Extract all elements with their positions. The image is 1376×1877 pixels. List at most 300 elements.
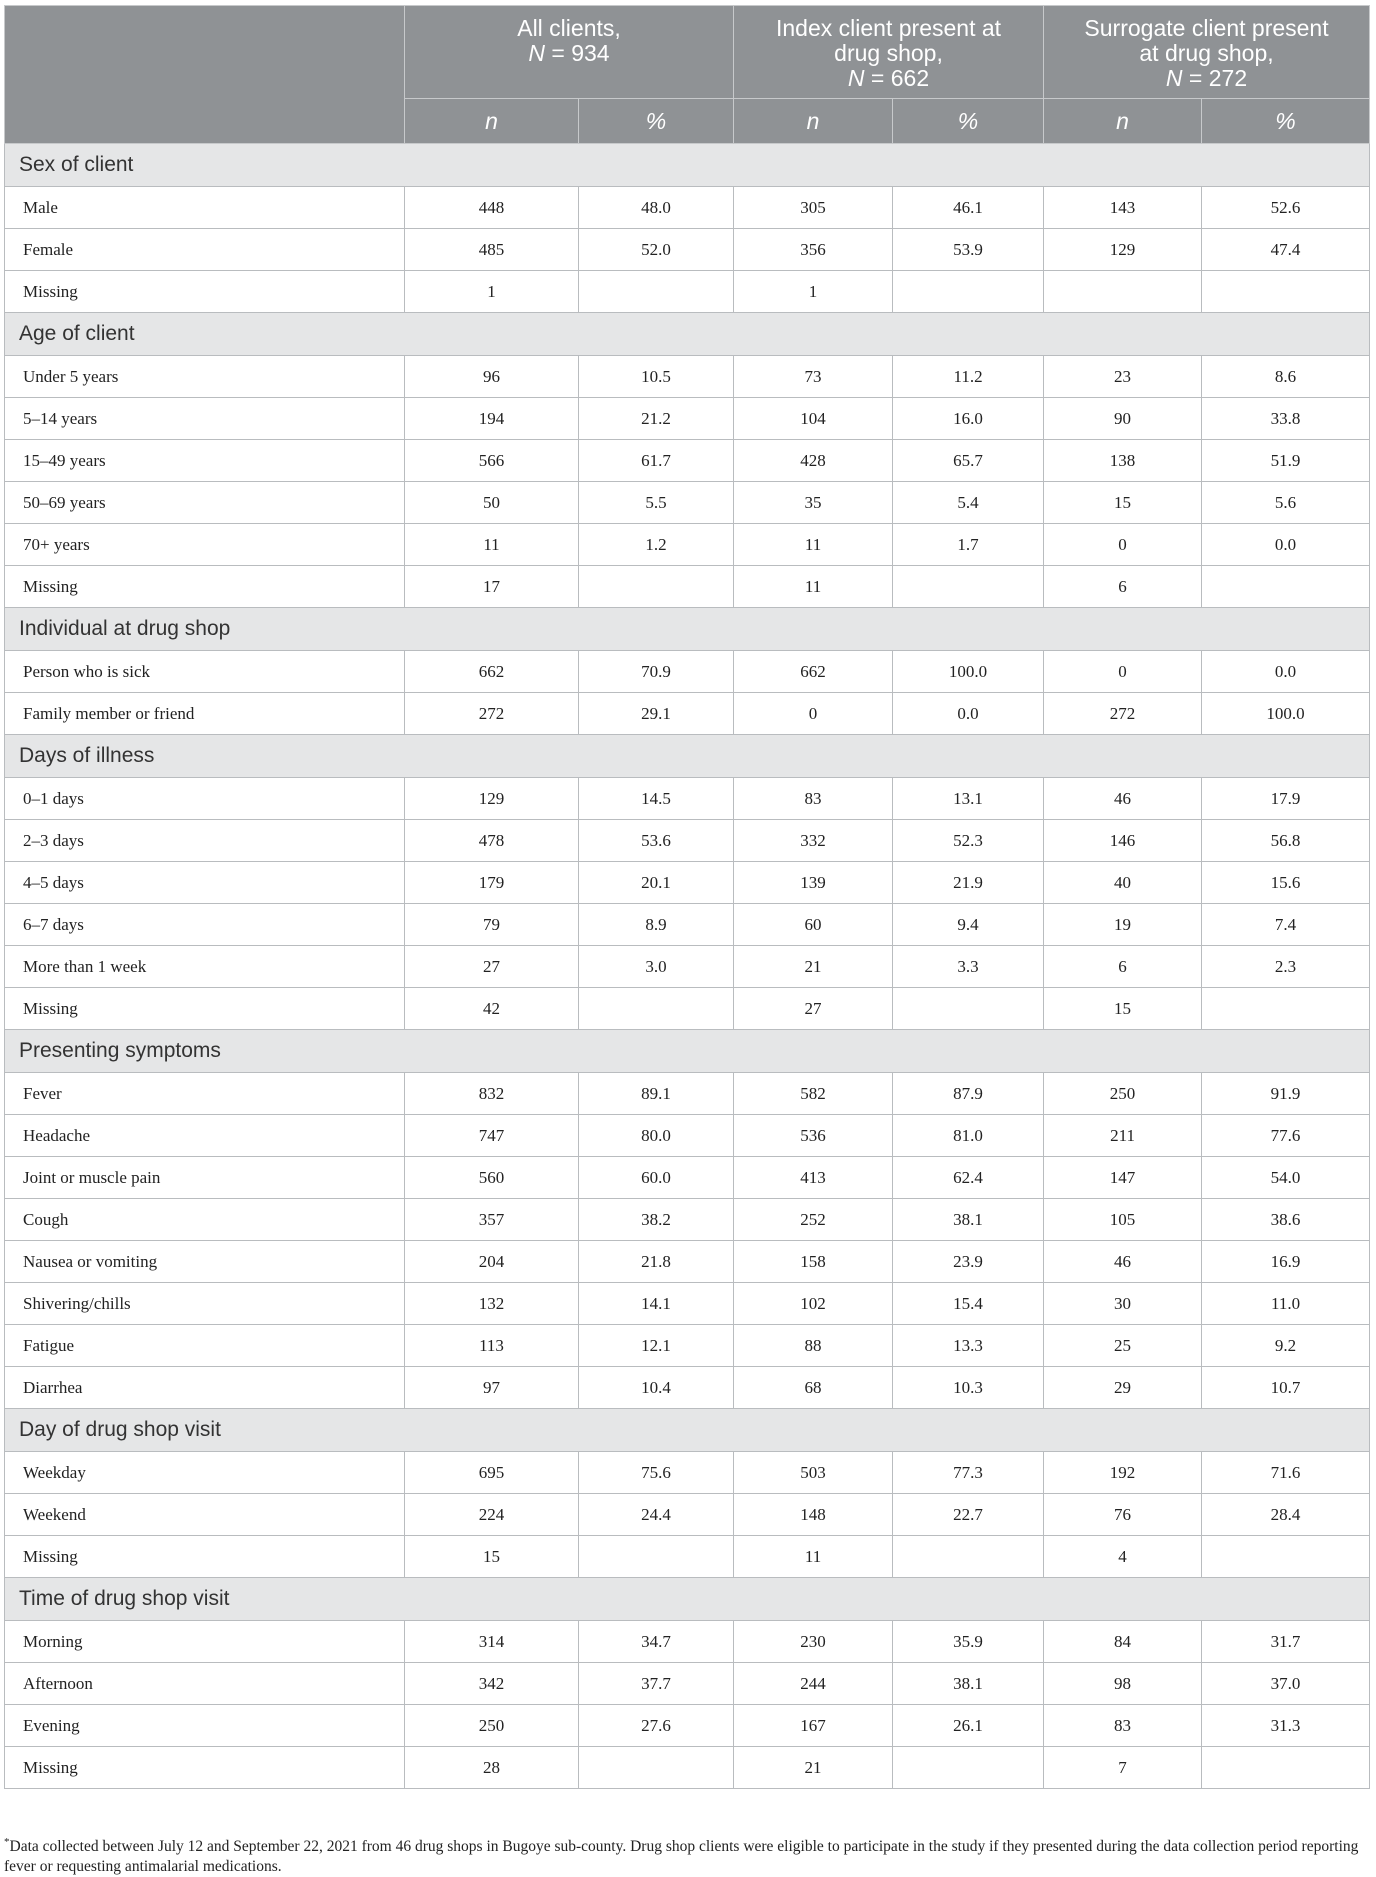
count-cell: 566 bbox=[405, 440, 579, 482]
count-cell: 97 bbox=[405, 1367, 579, 1409]
percent-cell: 0.0 bbox=[1202, 651, 1370, 693]
percent-cell: 26.1 bbox=[893, 1705, 1044, 1747]
percent-cell: 17.9 bbox=[1202, 778, 1370, 820]
percent-cell bbox=[1202, 1747, 1370, 1789]
row-label: Missing bbox=[5, 988, 405, 1030]
table-row bbox=[5, 1705, 1370, 1747]
row-label: 2–3 days bbox=[5, 820, 405, 862]
percent-cell: 15.4 bbox=[893, 1283, 1044, 1325]
percent-cell: 38.1 bbox=[893, 1199, 1044, 1241]
percent-cell: 29.1 bbox=[579, 693, 734, 735]
row-label: Person who is sick bbox=[5, 651, 405, 693]
count-cell: 230 bbox=[734, 1621, 893, 1663]
percent-cell bbox=[1202, 1536, 1370, 1578]
percent-cell: 53.9 bbox=[893, 229, 1044, 271]
count-cell: 146 bbox=[1044, 820, 1202, 862]
percent-cell: 14.5 bbox=[579, 778, 734, 820]
footnote-marker: * bbox=[4, 1836, 10, 1848]
percent-cell: 38.1 bbox=[893, 1663, 1044, 1705]
table-row bbox=[5, 566, 1370, 608]
header-all-clients bbox=[405, 6, 734, 99]
count-cell: 1 bbox=[734, 271, 893, 313]
count-cell: 73 bbox=[734, 356, 893, 398]
percent-cell: 9.2 bbox=[1202, 1325, 1370, 1367]
count-cell: 138 bbox=[1044, 440, 1202, 482]
table-row bbox=[5, 778, 1370, 820]
section-title: Time of drug shop visit bbox=[5, 1578, 1370, 1621]
table-row bbox=[5, 1199, 1370, 1241]
section-title: Days of illness bbox=[5, 735, 1370, 778]
count-cell: 17 bbox=[405, 566, 579, 608]
count-cell: 342 bbox=[405, 1663, 579, 1705]
count-cell: 662 bbox=[405, 651, 579, 693]
count-cell: 0 bbox=[1044, 651, 1202, 693]
header-surrogate-client-n bbox=[1048, 66, 1365, 91]
count-cell: 50 bbox=[405, 482, 579, 524]
percent-cell: 35.9 bbox=[893, 1621, 1044, 1663]
table-row bbox=[5, 1452, 1370, 1494]
row-label: More than 1 week bbox=[5, 946, 405, 988]
count-cell: 244 bbox=[734, 1663, 893, 1705]
percent-cell: 27.6 bbox=[579, 1705, 734, 1747]
percent-cell bbox=[579, 271, 734, 313]
count-cell: 104 bbox=[734, 398, 893, 440]
percent-cell: 21.2 bbox=[579, 398, 734, 440]
percent-cell: 75.6 bbox=[579, 1452, 734, 1494]
percent-cell: 31.3 bbox=[1202, 1705, 1370, 1747]
row-label: Under 5 years bbox=[5, 356, 405, 398]
table-row bbox=[5, 820, 1370, 862]
count-cell: 1 bbox=[405, 271, 579, 313]
table-row bbox=[5, 1747, 1370, 1789]
percent-cell bbox=[893, 566, 1044, 608]
count-cell: 129 bbox=[1044, 229, 1202, 271]
table-row bbox=[5, 187, 1370, 229]
count-cell: 485 bbox=[405, 229, 579, 271]
table-row bbox=[5, 1663, 1370, 1705]
row-label: Missing bbox=[5, 1747, 405, 1789]
percent-cell: 87.9 bbox=[893, 1073, 1044, 1115]
count-cell: 428 bbox=[734, 440, 893, 482]
table-row bbox=[5, 356, 1370, 398]
percent-cell: 77.6 bbox=[1202, 1115, 1370, 1157]
section-row-age-of-client bbox=[5, 313, 1370, 356]
table-row bbox=[5, 1283, 1370, 1325]
row-label: Shivering/chills bbox=[5, 1283, 405, 1325]
percent-cell: 11.0 bbox=[1202, 1283, 1370, 1325]
count-cell: 21 bbox=[734, 946, 893, 988]
subheader-n: n bbox=[405, 99, 579, 144]
count-cell: 179 bbox=[405, 862, 579, 904]
percent-cell: 13.3 bbox=[893, 1325, 1044, 1367]
percent-cell: 54.0 bbox=[1202, 1157, 1370, 1199]
percent-cell: 3.0 bbox=[579, 946, 734, 988]
count-cell: 536 bbox=[734, 1115, 893, 1157]
percent-cell: 33.8 bbox=[1202, 398, 1370, 440]
row-label: Missing bbox=[5, 566, 405, 608]
table-row bbox=[5, 904, 1370, 946]
percent-cell: 9.4 bbox=[893, 904, 1044, 946]
percent-cell: 100.0 bbox=[1202, 693, 1370, 735]
count-cell: 158 bbox=[734, 1241, 893, 1283]
count-cell: 7 bbox=[1044, 1747, 1202, 1789]
table-row bbox=[5, 524, 1370, 566]
table-header bbox=[5, 6, 1370, 144]
section-title: Age of client bbox=[5, 313, 1370, 356]
percent-cell: 81.0 bbox=[893, 1115, 1044, 1157]
percent-cell: 77.3 bbox=[893, 1452, 1044, 1494]
percent-cell: 65.7 bbox=[893, 440, 1044, 482]
table-row bbox=[5, 693, 1370, 735]
subheader-n: n bbox=[734, 99, 893, 144]
percent-cell: 5.4 bbox=[893, 482, 1044, 524]
count-cell: 0 bbox=[734, 693, 893, 735]
percent-cell: 10.3 bbox=[893, 1367, 1044, 1409]
count-cell: 478 bbox=[405, 820, 579, 862]
count-cell: 19 bbox=[1044, 904, 1202, 946]
table-row bbox=[5, 229, 1370, 271]
count-cell: 139 bbox=[734, 862, 893, 904]
count-cell: 250 bbox=[405, 1705, 579, 1747]
row-label: Weekend bbox=[5, 1494, 405, 1536]
percent-cell: 91.9 bbox=[1202, 1073, 1370, 1115]
header-index-client-title-2: drug shop, bbox=[834, 40, 943, 66]
count-cell: 42 bbox=[405, 988, 579, 1030]
percent-cell bbox=[579, 566, 734, 608]
row-label: Fever bbox=[5, 1073, 405, 1115]
percent-cell bbox=[893, 1747, 1044, 1789]
table-row bbox=[5, 1325, 1370, 1367]
subheader-n: n bbox=[1044, 99, 1202, 144]
row-label: Weekday bbox=[5, 1452, 405, 1494]
row-label: 15–49 years bbox=[5, 440, 405, 482]
percent-cell: 70.9 bbox=[579, 651, 734, 693]
percent-cell: 15.6 bbox=[1202, 862, 1370, 904]
count-cell: 192 bbox=[1044, 1452, 1202, 1494]
section-title: Day of drug shop visit bbox=[5, 1409, 1370, 1452]
percent-cell: 21.9 bbox=[893, 862, 1044, 904]
section-title: Sex of client bbox=[5, 144, 1370, 187]
count-cell: 105 bbox=[1044, 1199, 1202, 1241]
row-label: Male bbox=[5, 187, 405, 229]
percent-cell: 1.2 bbox=[579, 524, 734, 566]
table-row bbox=[5, 271, 1370, 313]
count-cell: 102 bbox=[734, 1283, 893, 1325]
percent-cell: 53.6 bbox=[579, 820, 734, 862]
count-cell: 23 bbox=[1044, 356, 1202, 398]
header-n-symbol: N bbox=[847, 65, 865, 91]
percent-cell: 31.7 bbox=[1202, 1621, 1370, 1663]
count-cell: 357 bbox=[405, 1199, 579, 1241]
row-label: Morning bbox=[5, 1621, 405, 1663]
row-label: Nausea or vomiting bbox=[5, 1241, 405, 1283]
count-cell: 28 bbox=[405, 1747, 579, 1789]
header-all-clients-title: All clients, bbox=[517, 15, 621, 41]
row-label: Joint or muscle pain bbox=[5, 1157, 405, 1199]
count-cell: 25 bbox=[1044, 1325, 1202, 1367]
count-cell: 46 bbox=[1044, 1241, 1202, 1283]
section-title: Presenting symptoms bbox=[5, 1030, 1370, 1073]
row-label: Fatigue bbox=[5, 1325, 405, 1367]
count-cell: 83 bbox=[734, 778, 893, 820]
percent-cell: 47.4 bbox=[1202, 229, 1370, 271]
count-cell: 113 bbox=[405, 1325, 579, 1367]
header-blank-cell bbox=[5, 6, 405, 144]
count-cell: 332 bbox=[734, 820, 893, 862]
count-cell: 15 bbox=[405, 1536, 579, 1578]
count-cell: 84 bbox=[1044, 1621, 1202, 1663]
count-cell: 96 bbox=[405, 356, 579, 398]
percent-cell: 5.6 bbox=[1202, 482, 1370, 524]
header-n-symbol: N bbox=[528, 40, 546, 66]
percent-cell: 61.7 bbox=[579, 440, 734, 482]
count-cell: 314 bbox=[405, 1621, 579, 1663]
count-cell: 132 bbox=[405, 1283, 579, 1325]
header-surrogate-client-title-2: at drug shop, bbox=[1139, 40, 1274, 66]
count-cell: 76 bbox=[1044, 1494, 1202, 1536]
count-cell: 272 bbox=[1044, 693, 1202, 735]
table-row bbox=[5, 946, 1370, 988]
count-cell: 68 bbox=[734, 1367, 893, 1409]
count-cell: 11 bbox=[734, 1536, 893, 1578]
count-cell: 204 bbox=[405, 1241, 579, 1283]
percent-cell: 80.0 bbox=[579, 1115, 734, 1157]
row-label: 0–1 days bbox=[5, 778, 405, 820]
section-row-days-of-illness bbox=[5, 735, 1370, 778]
percent-cell bbox=[1202, 566, 1370, 608]
percent-cell: 0.0 bbox=[1202, 524, 1370, 566]
count-cell: 6 bbox=[1044, 946, 1202, 988]
count-cell: 695 bbox=[405, 1452, 579, 1494]
percent-cell: 51.9 bbox=[1202, 440, 1370, 482]
percent-cell: 13.1 bbox=[893, 778, 1044, 820]
percent-cell: 10.7 bbox=[1202, 1367, 1370, 1409]
percent-cell: 2.3 bbox=[1202, 946, 1370, 988]
count-cell: 27 bbox=[734, 988, 893, 1030]
table-row bbox=[5, 1621, 1370, 1663]
count-cell: 83 bbox=[1044, 1705, 1202, 1747]
percent-cell: 28.4 bbox=[1202, 1494, 1370, 1536]
percent-cell: 10.4 bbox=[579, 1367, 734, 1409]
row-label: Cough bbox=[5, 1199, 405, 1241]
percent-cell: 12.1 bbox=[579, 1325, 734, 1367]
count-cell: 224 bbox=[405, 1494, 579, 1536]
percent-cell: 24.4 bbox=[579, 1494, 734, 1536]
percent-cell bbox=[1202, 988, 1370, 1030]
percent-cell: 37.7 bbox=[579, 1663, 734, 1705]
table-container bbox=[4, 5, 1369, 1789]
percent-cell bbox=[893, 1536, 1044, 1578]
count-cell: 79 bbox=[405, 904, 579, 946]
row-label: Diarrhea bbox=[5, 1367, 405, 1409]
count-cell: 448 bbox=[405, 187, 579, 229]
count-cell: 11 bbox=[734, 524, 893, 566]
count-cell: 143 bbox=[1044, 187, 1202, 229]
count-cell: 98 bbox=[1044, 1663, 1202, 1705]
percent-cell: 20.1 bbox=[579, 862, 734, 904]
count-cell: 148 bbox=[734, 1494, 893, 1536]
count-cell: 662 bbox=[734, 651, 893, 693]
table-row bbox=[5, 1073, 1370, 1115]
percent-cell: 38.2 bbox=[579, 1199, 734, 1241]
count-cell: 194 bbox=[405, 398, 579, 440]
header-all-clients-n bbox=[409, 41, 729, 66]
percent-cell: 16.0 bbox=[893, 398, 1044, 440]
count-cell: 582 bbox=[734, 1073, 893, 1115]
percent-cell: 89.1 bbox=[579, 1073, 734, 1115]
section-row-day-of-drug-shop-visit bbox=[5, 1409, 1370, 1452]
table-row bbox=[5, 482, 1370, 524]
header-n-value: = 272 bbox=[1182, 65, 1248, 91]
row-label: Afternoon bbox=[5, 1663, 405, 1705]
header-n-value: = 662 bbox=[864, 65, 930, 91]
percent-cell: 14.1 bbox=[579, 1283, 734, 1325]
percent-cell: 60.0 bbox=[579, 1157, 734, 1199]
subheader-percent: % bbox=[893, 99, 1044, 144]
percent-cell: 16.9 bbox=[1202, 1241, 1370, 1283]
row-label: Female bbox=[5, 229, 405, 271]
table-row bbox=[5, 1115, 1370, 1157]
count-cell: 356 bbox=[734, 229, 893, 271]
section-row-time-of-drug-shop-visit bbox=[5, 1578, 1370, 1621]
count-cell: 15 bbox=[1044, 988, 1202, 1030]
table-row bbox=[5, 1241, 1370, 1283]
row-label: 70+ years bbox=[5, 524, 405, 566]
table-row bbox=[5, 651, 1370, 693]
table-footnote bbox=[4, 1832, 1369, 1877]
count-cell: 305 bbox=[734, 187, 893, 229]
percent-cell: 1.7 bbox=[893, 524, 1044, 566]
percent-cell: 22.7 bbox=[893, 1494, 1044, 1536]
count-cell: 11 bbox=[734, 566, 893, 608]
subheader-percent: % bbox=[1202, 99, 1370, 144]
header-n-symbol: N bbox=[1165, 65, 1183, 91]
header-index-client-n bbox=[738, 66, 1039, 91]
row-label: Missing bbox=[5, 1536, 405, 1578]
count-cell: 0 bbox=[1044, 524, 1202, 566]
table-row bbox=[5, 398, 1370, 440]
client-characteristics-table bbox=[4, 5, 1370, 1789]
section-title: Individual at drug shop bbox=[5, 608, 1370, 651]
count-cell: 11 bbox=[405, 524, 579, 566]
count-cell: 413 bbox=[734, 1157, 893, 1199]
percent-cell: 23.9 bbox=[893, 1241, 1044, 1283]
table-row bbox=[5, 1536, 1370, 1578]
row-label: 4–5 days bbox=[5, 862, 405, 904]
percent-cell: 38.6 bbox=[1202, 1199, 1370, 1241]
section-row-sex-of-client bbox=[5, 144, 1370, 187]
count-cell: 211 bbox=[1044, 1115, 1202, 1157]
percent-cell: 8.6 bbox=[1202, 356, 1370, 398]
header-index-client-title: Index client present at bbox=[776, 15, 1002, 41]
percent-cell: 100.0 bbox=[893, 651, 1044, 693]
count-cell: 832 bbox=[405, 1073, 579, 1115]
percent-cell: 62.4 bbox=[893, 1157, 1044, 1199]
count-cell: 129 bbox=[405, 778, 579, 820]
row-label: 5–14 years bbox=[5, 398, 405, 440]
count-cell: 88 bbox=[734, 1325, 893, 1367]
count-cell: 35 bbox=[734, 482, 893, 524]
count-cell: 147 bbox=[1044, 1157, 1202, 1199]
count-cell: 4 bbox=[1044, 1536, 1202, 1578]
percent-cell bbox=[579, 1536, 734, 1578]
table-row bbox=[5, 1367, 1370, 1409]
count-cell: 503 bbox=[734, 1452, 893, 1494]
percent-cell: 71.6 bbox=[1202, 1452, 1370, 1494]
count-cell bbox=[1044, 271, 1202, 313]
count-cell: 6 bbox=[1044, 566, 1202, 608]
percent-cell: 0.0 bbox=[893, 693, 1044, 735]
percent-cell: 3.3 bbox=[893, 946, 1044, 988]
row-label: Evening bbox=[5, 1705, 405, 1747]
count-cell: 46 bbox=[1044, 778, 1202, 820]
count-cell: 30 bbox=[1044, 1283, 1202, 1325]
percent-cell bbox=[893, 271, 1044, 313]
header-index-client bbox=[734, 6, 1044, 99]
percent-cell: 5.5 bbox=[579, 482, 734, 524]
section-row-individual-at-drug-shop bbox=[5, 608, 1370, 651]
count-cell: 747 bbox=[405, 1115, 579, 1157]
row-label: 50–69 years bbox=[5, 482, 405, 524]
footnote-text: Data collected between July 12 and September 22, 2021 from 46 drug shops in Bugoye sub-county. Drug shop clients were eligible to participate in the study if they presented during the data collection period reporting fever or requesting antimalarial medications. bbox=[4, 1838, 1359, 1876]
percent-cell bbox=[579, 988, 734, 1030]
percent-cell: 11.2 bbox=[893, 356, 1044, 398]
percent-cell: 46.1 bbox=[893, 187, 1044, 229]
header-n-value: = 934 bbox=[545, 40, 610, 66]
percent-cell: 56.8 bbox=[1202, 820, 1370, 862]
percent-cell: 52.0 bbox=[579, 229, 734, 271]
count-cell: 272 bbox=[405, 693, 579, 735]
percent-cell: 7.4 bbox=[1202, 904, 1370, 946]
section-row-presenting-symptoms bbox=[5, 1030, 1370, 1073]
table-body bbox=[5, 144, 1370, 1789]
count-cell: 252 bbox=[734, 1199, 893, 1241]
percent-cell: 8.9 bbox=[579, 904, 734, 946]
count-cell: 167 bbox=[734, 1705, 893, 1747]
count-cell: 27 bbox=[405, 946, 579, 988]
count-cell: 60 bbox=[734, 904, 893, 946]
count-cell: 250 bbox=[1044, 1073, 1202, 1115]
percent-cell: 21.8 bbox=[579, 1241, 734, 1283]
percent-cell bbox=[579, 1747, 734, 1789]
row-label: Headache bbox=[5, 1115, 405, 1157]
row-label: 6–7 days bbox=[5, 904, 405, 946]
header-surrogate-client bbox=[1044, 6, 1370, 99]
subheader-percent: % bbox=[579, 99, 734, 144]
count-cell: 15 bbox=[1044, 482, 1202, 524]
percent-cell: 52.6 bbox=[1202, 187, 1370, 229]
percent-cell bbox=[893, 988, 1044, 1030]
row-label: Family member or friend bbox=[5, 693, 405, 735]
table-row bbox=[5, 988, 1370, 1030]
percent-cell: 37.0 bbox=[1202, 1663, 1370, 1705]
row-label: Missing bbox=[5, 271, 405, 313]
percent-cell: 10.5 bbox=[579, 356, 734, 398]
table-row bbox=[5, 440, 1370, 482]
percent-cell: 34.7 bbox=[579, 1621, 734, 1663]
count-cell: 560 bbox=[405, 1157, 579, 1199]
table-row bbox=[5, 862, 1370, 904]
percent-cell bbox=[1202, 271, 1370, 313]
header-surrogate-client-title: Surrogate client present bbox=[1084, 15, 1329, 41]
count-cell: 29 bbox=[1044, 1367, 1202, 1409]
percent-cell: 52.3 bbox=[893, 820, 1044, 862]
count-cell: 90 bbox=[1044, 398, 1202, 440]
count-cell: 21 bbox=[734, 1747, 893, 1789]
count-cell: 40 bbox=[1044, 862, 1202, 904]
table-row bbox=[5, 1157, 1370, 1199]
percent-cell: 48.0 bbox=[579, 187, 734, 229]
